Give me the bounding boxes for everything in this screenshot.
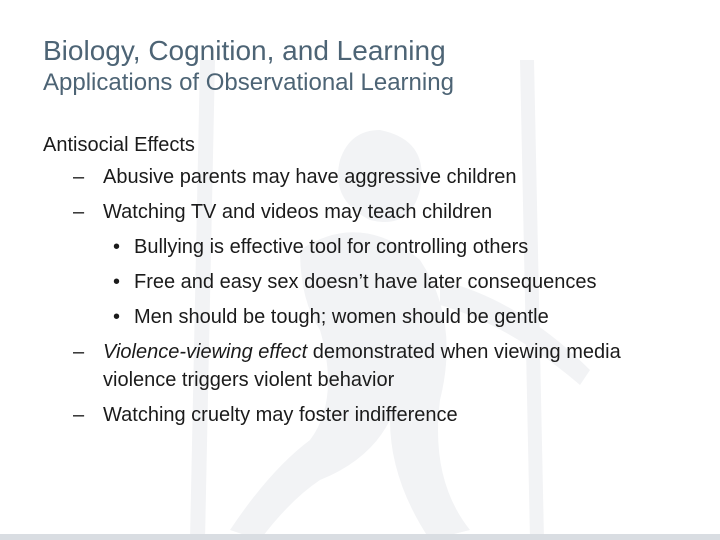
sub-list-item [43,300,703,335]
sub-list-item-text: Free and easy sex doesn’t have later consequences [134,271,597,293]
list-item-text [103,338,663,394]
sub-list-item-text: Bullying is effective tool for controlling others [134,236,529,258]
list-item-text: Watching cruelty may foster indifference [103,404,458,426]
list-item [43,398,703,433]
italic-term: Violence-viewing effect [103,341,308,363]
dash-bullet: – [73,201,85,223]
list-item [43,338,703,394]
dash-bullet: – [73,341,85,363]
sub-list-item [43,265,703,300]
slide-header [43,34,454,98]
dot-bullet: • [113,236,121,258]
list-item-text: Abusive parents may have aggressive children [103,166,517,188]
footer-bar [0,534,720,540]
list-item [43,160,703,195]
dot-bullet: • [113,271,121,293]
slide-title: Biology, Cognition, and Learning [43,35,446,66]
dash-bullet: – [73,166,85,188]
slide-subtitle: Applications of Observational Learning [43,69,454,96]
list-item-text: Watching TV and videos may teach children [103,201,493,223]
sub-list-item-text: Men should be tough; women should be gentle [134,306,549,328]
sub-list-item [43,230,703,265]
list-item-text-rest: demonstrated when viewing media violence triggers violent behavior [103,341,621,391]
dash-bullet: – [73,404,85,426]
dot-bullet: • [113,306,121,328]
list-item [43,195,703,230]
slide-body [43,130,703,433]
heading-antisocial-effects: Antisocial Effects [43,134,195,156]
